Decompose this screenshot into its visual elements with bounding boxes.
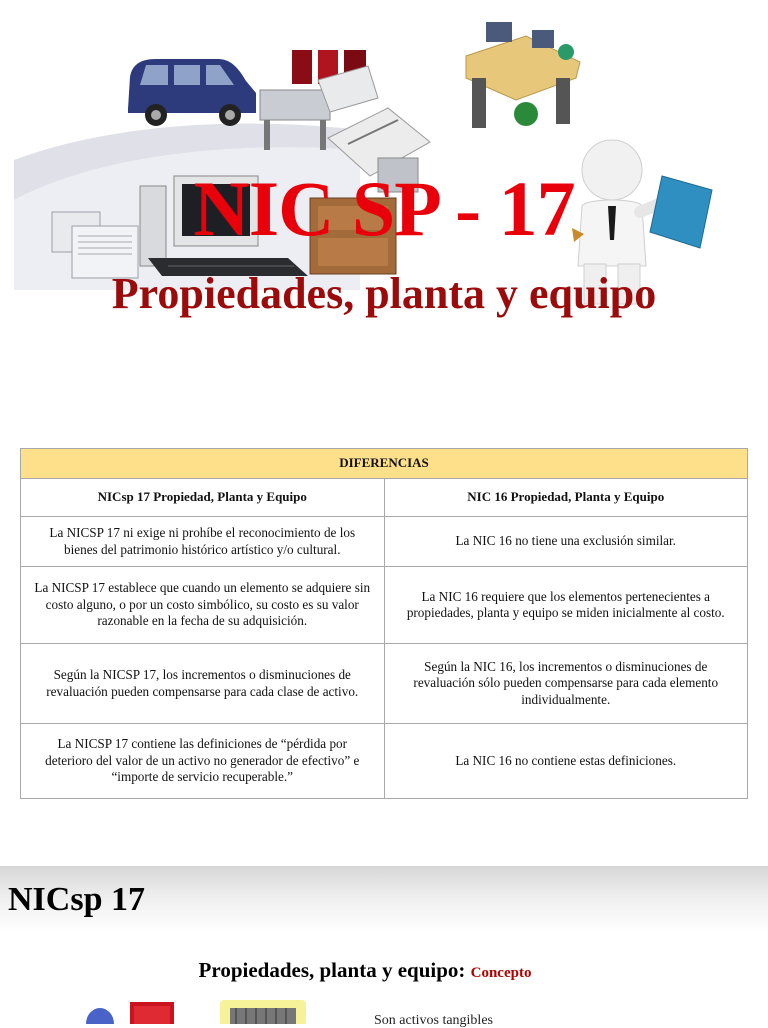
table-row — [21, 724, 748, 799]
concept-body-text: Son activos tangibles — [374, 1013, 493, 1028]
building-image — [216, 996, 310, 1024]
table-cell: La NIC 16 requiere que los elementos pertenecientes a propiedades, planta y equipo se miden inicialmente al costo. — [384, 567, 748, 644]
table-cell: La NICSP 17 ni exige ni prohíbe el reconocimiento de los bienes del patrimonio histórico artístico y/o cultural. — [21, 517, 385, 567]
differences-table — [20, 448, 748, 799]
table-row — [21, 644, 748, 724]
slide-title: NIC SP - 17 — [193, 165, 575, 252]
slide-subtitle: Propiedades, planta y equipo — [111, 269, 657, 318]
slide2-title: NICsp 17 — [8, 881, 145, 918]
table-cell: Según la NIC 16, los incrementos o disminuciones de revaluación sólo pueden compensarse para cada elemento individualmente. — [384, 644, 748, 724]
cover-slide — [0, 0, 768, 440]
table-row — [21, 517, 748, 567]
table-cell: La NICSP 17 establece que cuando un elemento se adquiere sin costo alguno, o por un costo simbólico, su costo es su valor razonable en la fecha de su adquisición. — [21, 567, 385, 644]
table-cell: La NICSP 17 contiene las definiciones de “pérdida por deterioro del valor de un activo no generador de efectivo” e “importe de servicio recuperable.” — [21, 724, 385, 799]
table-row — [21, 567, 748, 644]
column-header-nic16: NIC 16 Propiedad, Planta y Equipo — [384, 479, 748, 517]
van-image — [122, 55, 262, 131]
table-cell: Según la NICSP 17, los incrementos o disminuciones de revaluación pueden compensarse para cada clase de activo. — [21, 644, 385, 724]
concept-heading — [0, 960, 730, 981]
office-desk-image — [456, 16, 586, 142]
books-image — [84, 996, 194, 1024]
table-cell: La NIC 16 no tiene una exclusión similar. — [384, 517, 748, 567]
concept-main-text: Propiedades, planta y equipo: — [198, 958, 466, 982]
table-cell: La NIC 16 no contiene estas definiciones. — [384, 724, 748, 799]
column-header-nicsp17: NICsp 17 Propiedad, Planta y Equipo — [21, 479, 385, 517]
concept-accent-text: Concepto — [470, 965, 532, 981]
table-header: DIFERENCIAS — [21, 449, 748, 479]
